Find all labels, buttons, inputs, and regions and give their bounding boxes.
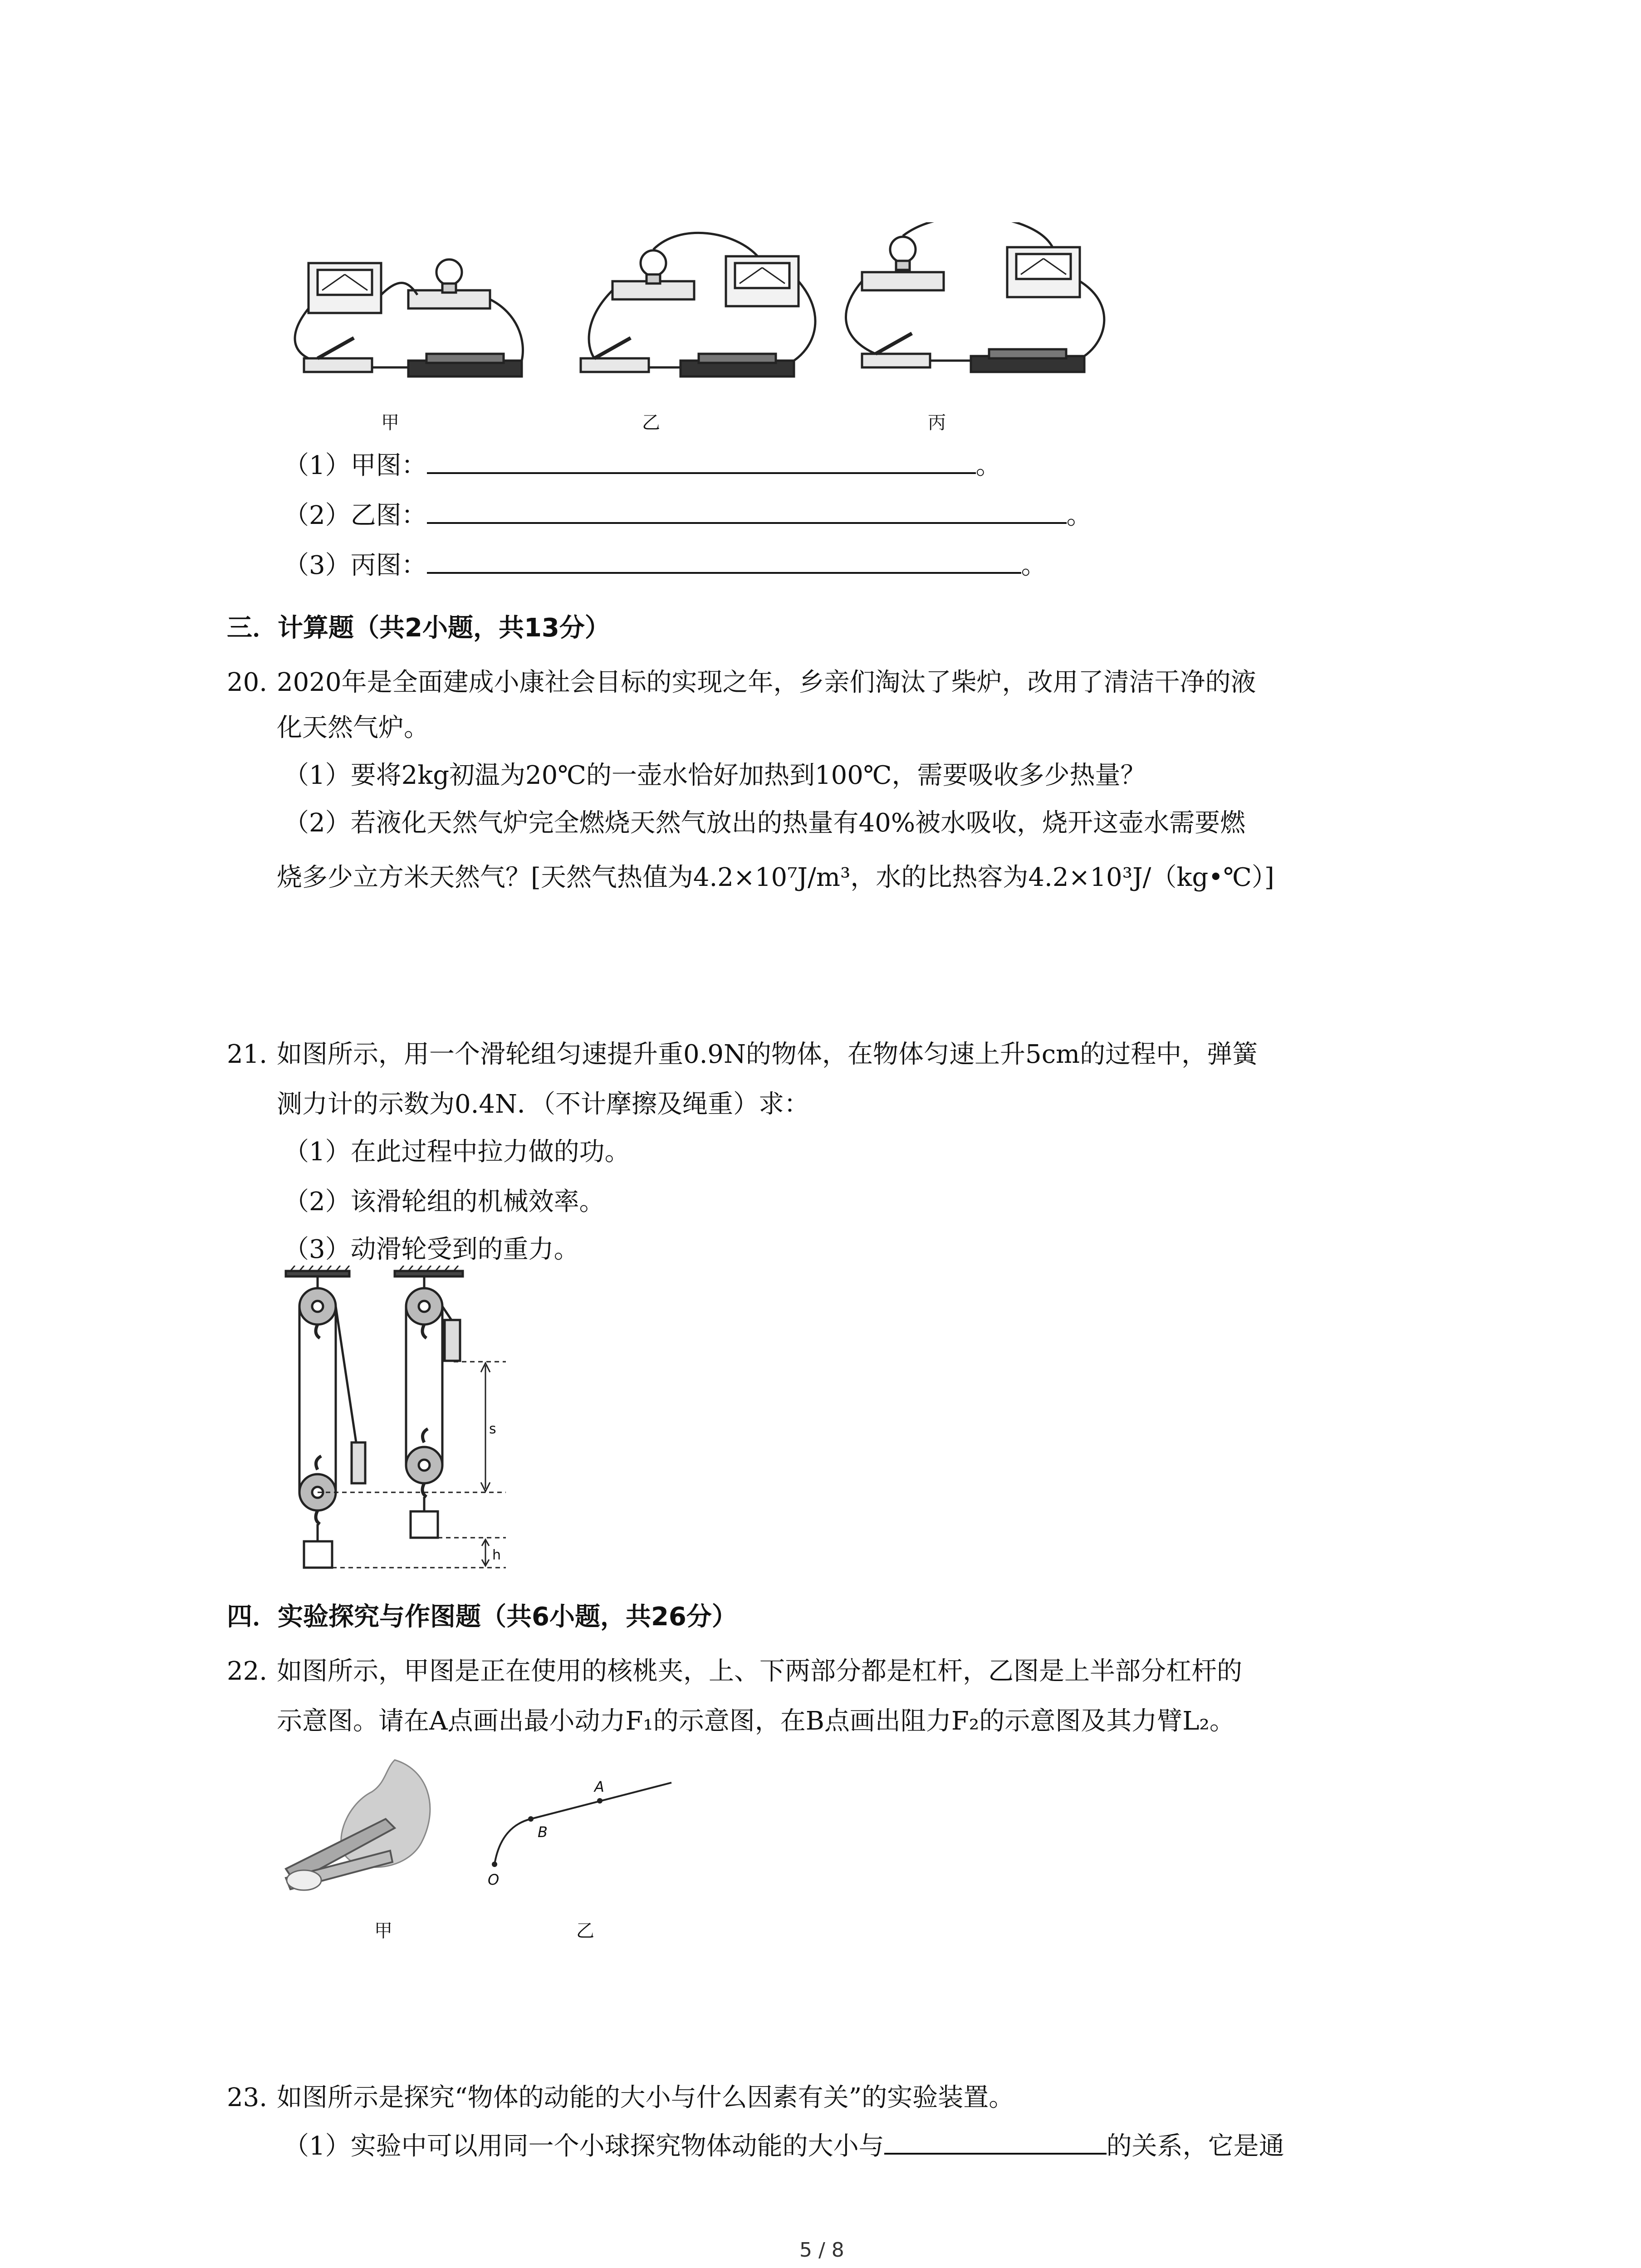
- q21-line2: 测力计的示数为0.4N．（不计摩擦及绳重）求：: [277, 1090, 810, 1119]
- q21-number: 21.: [227, 1040, 268, 1069]
- q22-line1: 如图所示，甲图是正在使用的核桃夹，上、下两部分都是杠杆，乙图是上半部分杠杆的: [277, 1657, 1242, 1686]
- answer-bing-label: （3）丙图：: [284, 551, 427, 580]
- circuit-yi: [581, 233, 815, 376]
- nutcracker-photo: [277, 1751, 449, 1905]
- q23-line1: 如图所示是探究“物体的动能的大小与什么因素有关”的实验装置。: [277, 2083, 1014, 2112]
- q22-line2: 示意图。请在A点画出最小动力F₁的示意图，在B点画出阻力F₂的示意图及其力臂L₂。: [277, 1706, 1235, 1736]
- q23-number: 23.: [227, 2083, 268, 2112]
- q20-number: 20.: [227, 668, 268, 697]
- q22-caption-yi: 乙: [576, 1921, 594, 1941]
- answer-jia-blank[interactable]: [427, 447, 976, 474]
- q20-line1: 2020年是全面建成小康社会目标的实现之年，乡亲们淘汰了柴炉，改用了清洁干净的液: [277, 668, 1256, 697]
- lever-diagram: [481, 1774, 681, 1892]
- lever-label-b: B: [538, 1823, 548, 1841]
- q20-part1: （1）要将2kg初温为20℃的一壶水恰好加热到100℃，需要吸收多少热量？: [284, 761, 1146, 790]
- q21-part1: （1）在此过程中拉力做的功。: [284, 1137, 630, 1167]
- answer-yi-blank[interactable]: [427, 497, 1067, 524]
- circuit-caption-yi: 乙: [642, 412, 660, 433]
- q21-part3: （3）动滑轮受到的重力。: [284, 1235, 579, 1264]
- q21-part2: （2）该滑轮组的机械效率。: [284, 1187, 605, 1217]
- q21-line1: 如图所示，用一个滑轮组匀速提升重0.9N的物体，在物体匀速上升5cm的过程中，弹簧: [277, 1040, 1258, 1069]
- circuit-caption-bing: 丙: [928, 412, 946, 433]
- circuit-figures: [272, 222, 1497, 404]
- q20-part2: （2）若液化天然气炉完全燃烧天然气放出的热量有40%被水吸收，烧开这壶水需要燃: [284, 808, 1246, 838]
- section-4-title: 四．实验探究与作图题（共6小题，共26分）: [227, 1602, 737, 1632]
- q23-part1: [284, 2127, 1284, 2165]
- q23-part1-start: （1）实验中可以用同一个小球探究物体动能的大小与: [284, 2131, 884, 2161]
- answer-jia-label: （1）甲图：: [284, 451, 427, 480]
- circuit-jia: [295, 259, 523, 376]
- answer-jia: （1）甲图： 。: [284, 447, 1001, 484]
- answer-yi-label: （2）乙图：: [284, 501, 427, 530]
- pulley-label-s: s: [489, 1421, 496, 1437]
- pulley-label-h: h: [492, 1547, 501, 1563]
- answer-bing: （3）丙图： 。: [284, 547, 1047, 584]
- lever-label-a: A: [594, 1778, 604, 1795]
- q23-part1-end: 的关系，它是通: [1106, 2131, 1284, 2161]
- page-number: 5 / 8: [799, 2239, 844, 2262]
- answer-bing-blank[interactable]: [427, 547, 1021, 574]
- q20-part3: 烧多少立方米天然气？[天然气热值为4.2×10⁷J/m³，水的比热容为4.2×10³J/（kg•℃）]: [277, 863, 1274, 892]
- lever-label-o: O: [488, 1871, 500, 1888]
- q22-caption-jia: 甲: [374, 1921, 392, 1941]
- pulley-figure: [272, 1266, 526, 1583]
- circuit-caption-jia: 甲: [381, 412, 399, 433]
- circuit-bing: [846, 222, 1104, 372]
- q23-part1-blank[interactable]: [884, 2127, 1107, 2155]
- q20-line2: 化天然气炉。: [277, 713, 429, 743]
- answer-yi: （2）乙图： 。: [284, 497, 1092, 534]
- q22-number: 22.: [227, 1657, 268, 1686]
- section-3-title: 三．计算题（共2小题，共13分）: [227, 613, 610, 643]
